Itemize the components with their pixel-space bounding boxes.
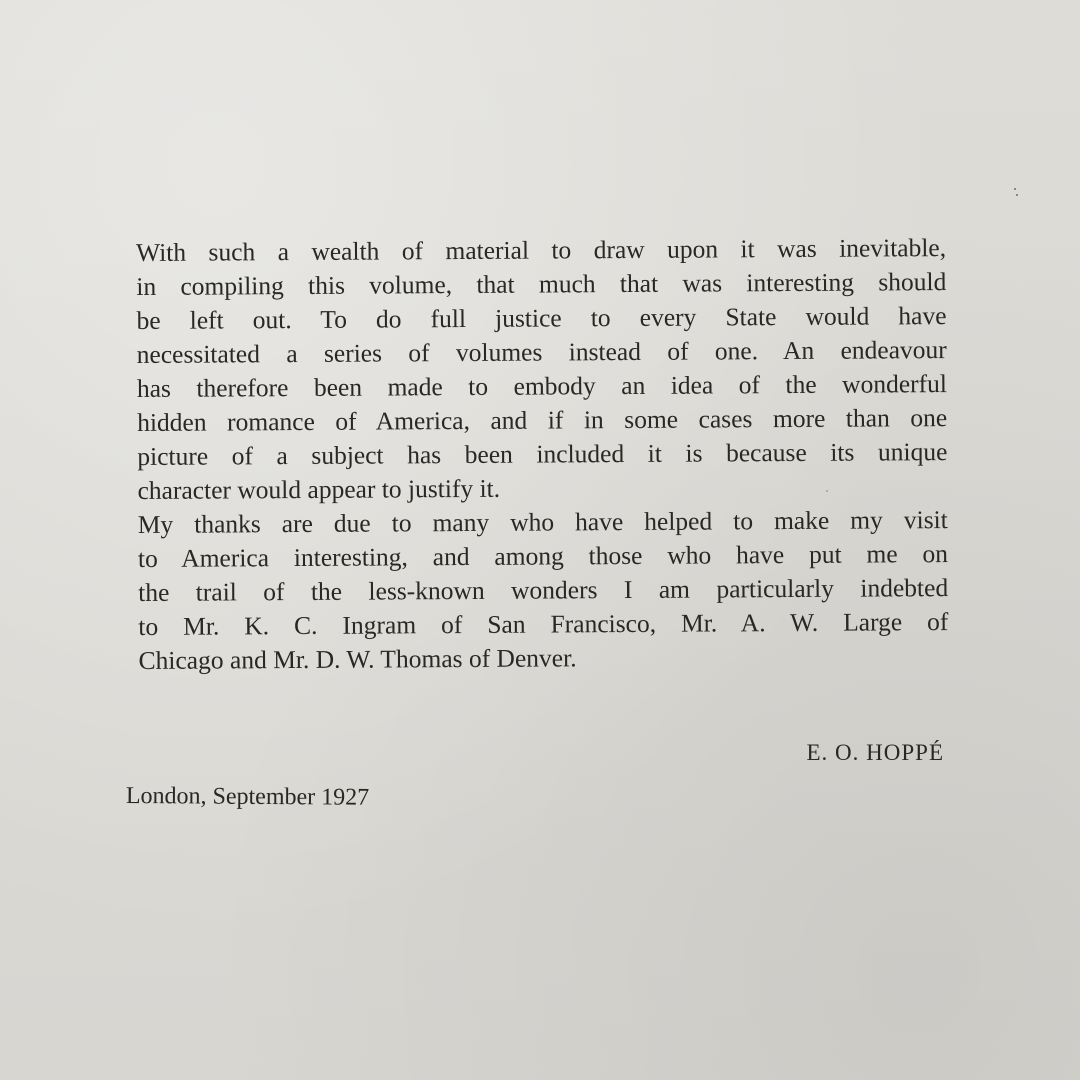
preface-line: in compiling this volume, that much that was interesting should [136,267,947,301]
preface-line: hidden romance of America, and if in some cases more than one [137,403,948,437]
preface-line: the trail of the less-known wonders I am particularly indebted [138,573,949,607]
preface-line: has therefore been made to embody an idea of the wonderful [136,369,948,403]
dateline: London, September 1927 [125,783,370,811]
preface-text [136,231,949,678]
paper-speck [826,490,828,492]
preface-line: picture of a subject has been included it is because its unique [137,437,948,471]
preface-line: necessitated a series of volumes instead of one. An endeavour [136,335,947,369]
preface-line: to America interesting, and among those who have put me on [137,539,949,573]
paper-speck [1014,188,1016,190]
preface-line: My thanks are due to many who have helped to make my visit [137,505,948,539]
preface-line: to Mr. K. C. Ingram of San Francisco, Mr. A. W. Large of [138,607,949,641]
preface-line: be left out. To do full justice to every State would have [136,301,947,335]
preface-line: character would appear to justify it. [137,473,501,505]
paper-speck [1016,194,1018,196]
preface-line: With such a wealth of material to draw upon it was inevitable, [136,233,947,267]
author-signature: E. O. HOPPÉ [806,740,944,765]
preface-line: Chicago and Mr. D. W. Thomas of Denver. [138,643,577,675]
